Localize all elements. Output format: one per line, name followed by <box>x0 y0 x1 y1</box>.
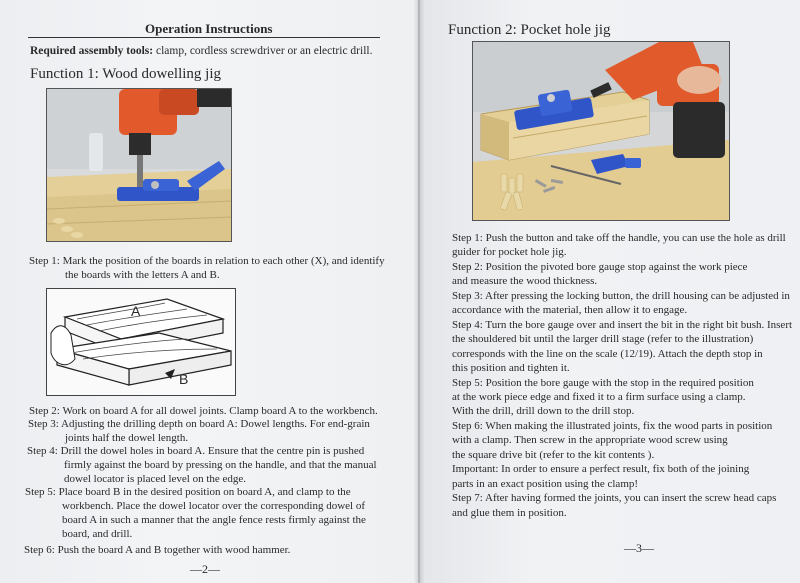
page-gutter <box>414 0 424 583</box>
left-step-5-line-3: board A in such a manner that the angle fence rests firmly against the <box>62 514 366 526</box>
right-step-line-13: With the drill, drill down to the drill stop. <box>452 405 635 418</box>
left-step-3-line-1: Adjusting the drilling depth on board A: Dowel lengths. For end-grain <box>61 418 370 430</box>
function-2-title: Function 2: Pocket hole jig <box>448 22 611 38</box>
right-step-line-10: this position and tighten it. <box>452 362 570 375</box>
left-step-3-label: Step 3: <box>28 418 59 430</box>
pocket-hole-jig-photo <box>472 41 730 221</box>
right-step-line-18: parts in an exact position using the clamp! <box>452 477 639 490</box>
right-step-line-11: Step 5: Position the bore gauge with the stop in the required position <box>452 376 754 389</box>
left-step-5 <box>25 485 409 541</box>
right-step-line-14: Step 6: When making the illustrated joints, fix the wood parts in position <box>452 419 773 432</box>
required-tools-value: clamp, cordless screwdriver or an electric drill. <box>155 45 373 57</box>
left-step-2-label: Step 2: <box>29 405 60 417</box>
right-step-line-3: Step 2: Position the pivoted bore gauge stop against the work piece <box>452 260 748 273</box>
board-b-label: B <box>179 371 189 387</box>
board-a-label: A <box>131 303 141 319</box>
left-step-6-line-1: Push the board A and B together with wood hammer. <box>57 544 291 556</box>
operation-instructions-title: Operation Instructions <box>145 21 273 36</box>
right-step-line-12: at the work piece edge and fixed it to a firm surface using a clamp. <box>452 390 746 403</box>
left-step-5-line-2: workbench. Place the dowel locator over the corresponding dowel of <box>62 500 366 512</box>
right-step-line-15: with a clamp. Then screw in the appropriate wood screw using <box>452 434 728 447</box>
required-tools-label: Required assembly tools: <box>30 45 154 57</box>
left-step-6 <box>24 543 408 557</box>
left-step-6-label: Step 6: <box>24 544 55 556</box>
left-step-1-label: Step 1: <box>29 255 60 267</box>
right-step-line-6: accordance with the material, then allow it to engage. <box>452 304 688 317</box>
left-step-2 <box>29 404 409 418</box>
left-step-1 <box>29 254 404 282</box>
left-step-4 <box>27 444 409 486</box>
title-underline <box>28 37 380 38</box>
right-step-line-16: the square drive bit (refer to the kit contents ). <box>452 448 655 461</box>
left-step-5-label: Step 5: <box>25 486 56 498</box>
board-illustration <box>46 288 236 396</box>
required-tools <box>30 45 372 57</box>
left-step-2-line-1: Work on board A for all dowel joints. Clamp board A to the workbench. <box>62 405 378 417</box>
left-step-4-label: Step 4: <box>27 445 58 457</box>
dowelling-jig-photo <box>46 88 232 242</box>
left-step-4-line-3: dowel locator is placed level on the edge. <box>64 473 247 485</box>
board-illustration-drawing <box>47 289 235 395</box>
right-step-line-9: corresponds with the line on the scale (12/19). Attach the depth stop in <box>452 347 763 360</box>
left-step-1-line-1: Mark the position of the boards in relation to each other (X), and identify <box>62 255 385 267</box>
right-step-line-4: and measure the wood thickness. <box>452 275 598 288</box>
right-step-line-8: the shouldered bit until the larger drill stage (refer to the illustration) <box>452 333 754 346</box>
left-step-3-line-2: joints half the dowel length. <box>65 432 189 444</box>
left-step-5-line-1: Place board B in the desired position on board A, and clamp to the <box>58 486 351 498</box>
right-steps <box>452 231 800 520</box>
right-step-line-20: and glue them in position. <box>452 506 567 519</box>
right-step-line-7: Step 4: Turn the bore gauge over and insert the bit in the right bit bush. Insert <box>452 318 793 331</box>
left-step-4-line-1: Drill the dowel holes in board A. Ensure that the centre pin is pushed <box>60 445 365 457</box>
left-step-5-line-4: board, and drill. <box>62 528 133 540</box>
right-page-number: —3— <box>624 541 654 555</box>
left-step-1-line-2: the boards with the letters A and B. <box>65 269 220 281</box>
right-step-line-1: Step 1: Push the button and take off the handle, you can use the hole as drill <box>452 232 786 244</box>
left-step-4-line-2: firmly against the board by pressing on the handle, and that the manual <box>64 459 377 471</box>
right-step-line-2: guider for pocket hole jig. <box>452 246 567 259</box>
right-step-line-5: Step 3: After pressing the locking button, the drill housing can be adjusted in <box>452 289 790 302</box>
left-page-number: —2— <box>190 562 220 576</box>
dowelling-jig-photo-drawing <box>47 89 231 241</box>
function-1-title: Function 1: Wood dowelling jig <box>30 66 222 82</box>
left-step-3 <box>28 417 408 445</box>
right-step-line-19: Step 7: After having formed the joints, you can insert the screw head caps <box>452 492 777 505</box>
right-step-line-17: Important: In order to ensure a perfect result, fix both of the joining <box>452 463 750 476</box>
pocket-hole-jig-photo-drawing <box>473 42 729 220</box>
